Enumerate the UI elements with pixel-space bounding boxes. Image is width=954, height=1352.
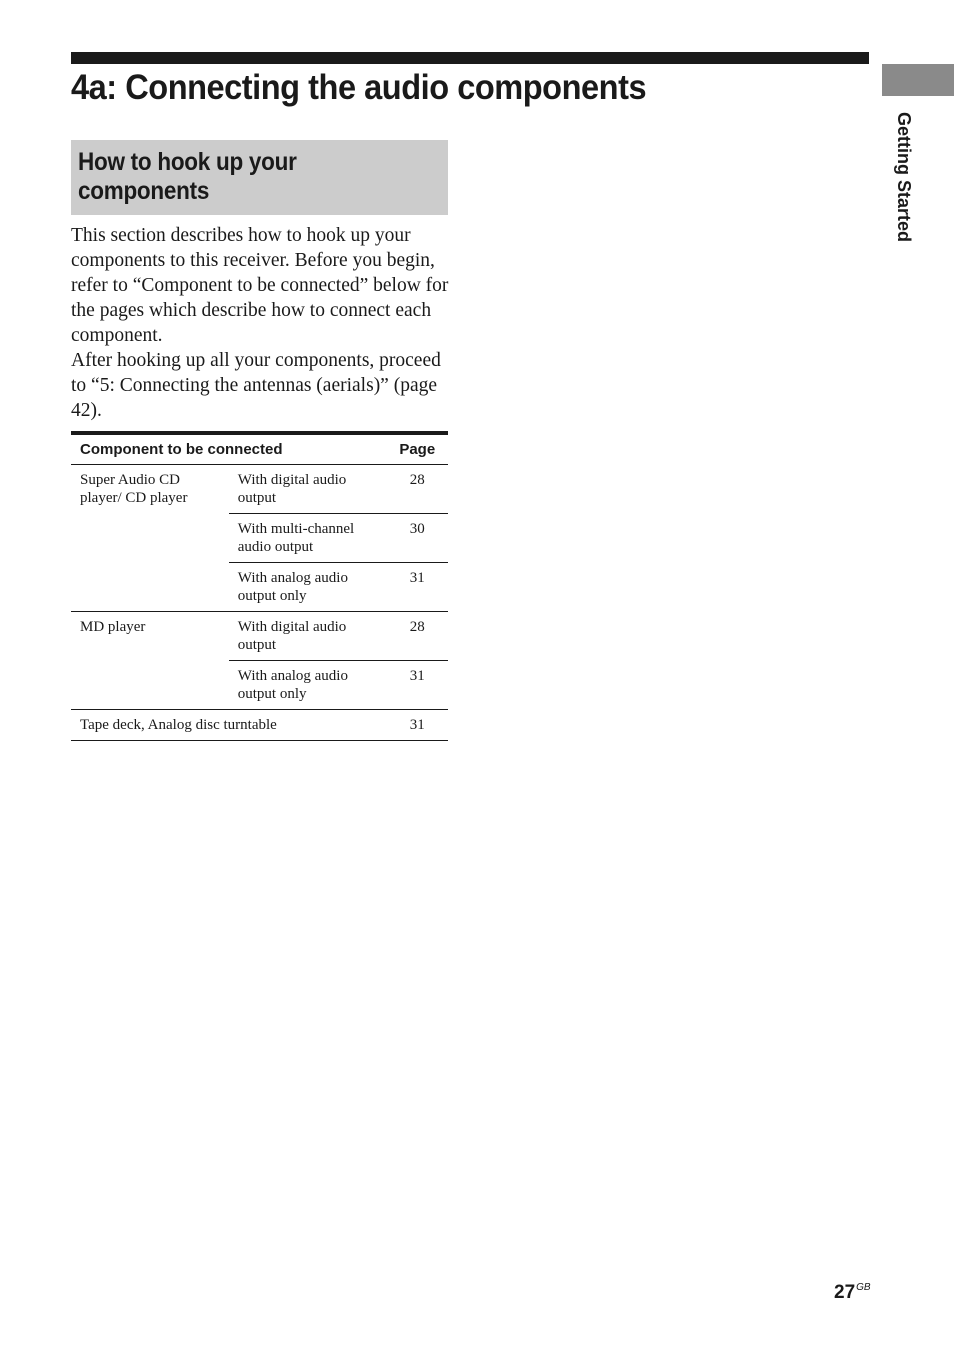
table-row xyxy=(71,710,448,741)
intro-text xyxy=(71,223,451,423)
table-row xyxy=(71,612,448,661)
page-title: 4a: Connecting the audio components xyxy=(71,68,647,107)
section-heading-box xyxy=(71,140,448,215)
page-ref: 31 xyxy=(387,710,448,741)
component-table xyxy=(71,431,448,741)
connection-type: With digital audio output xyxy=(229,612,387,661)
component-name: Tape deck, Analog disc turntable xyxy=(71,710,387,741)
component-name: Super Audio CD player/ CD player xyxy=(71,465,229,612)
page-number xyxy=(834,1282,871,1304)
connection-type: With analog audio output only xyxy=(229,661,387,710)
page-ref: 28 xyxy=(387,465,448,514)
connection-type: With multi-channel audio output xyxy=(229,514,387,563)
intro-paragraph: This section describes how to hook up your components to this receiver. Before you begin, refer to “Component to be connected” below for the pages which describe how to connect each component. xyxy=(71,225,449,346)
table-header-row xyxy=(71,433,448,465)
connection-type: With digital audio output xyxy=(229,465,387,514)
section-heading: How to hook up your components xyxy=(78,148,297,205)
header-page: Page xyxy=(387,433,448,465)
header-component: Component to be connected xyxy=(71,433,387,465)
connection-type: With analog audio output only xyxy=(229,563,387,612)
table-row xyxy=(71,465,448,514)
page-ref: 30 xyxy=(387,514,448,563)
side-tab-marker xyxy=(882,64,954,96)
page-number-suffix: GB xyxy=(856,1282,871,1293)
intro-paragraph: After hooking up all your components, proceed to “5: Connecting the antennas (aerials)” (page 42). xyxy=(71,350,441,421)
side-section-label: Getting Started xyxy=(894,112,914,243)
page-ref: 31 xyxy=(387,563,448,612)
page-ref: 31 xyxy=(387,661,448,710)
top-rule xyxy=(71,52,869,64)
page-number-value: 27 xyxy=(834,1282,856,1303)
component-name: MD player xyxy=(71,612,229,710)
page-ref: 28 xyxy=(387,612,448,661)
